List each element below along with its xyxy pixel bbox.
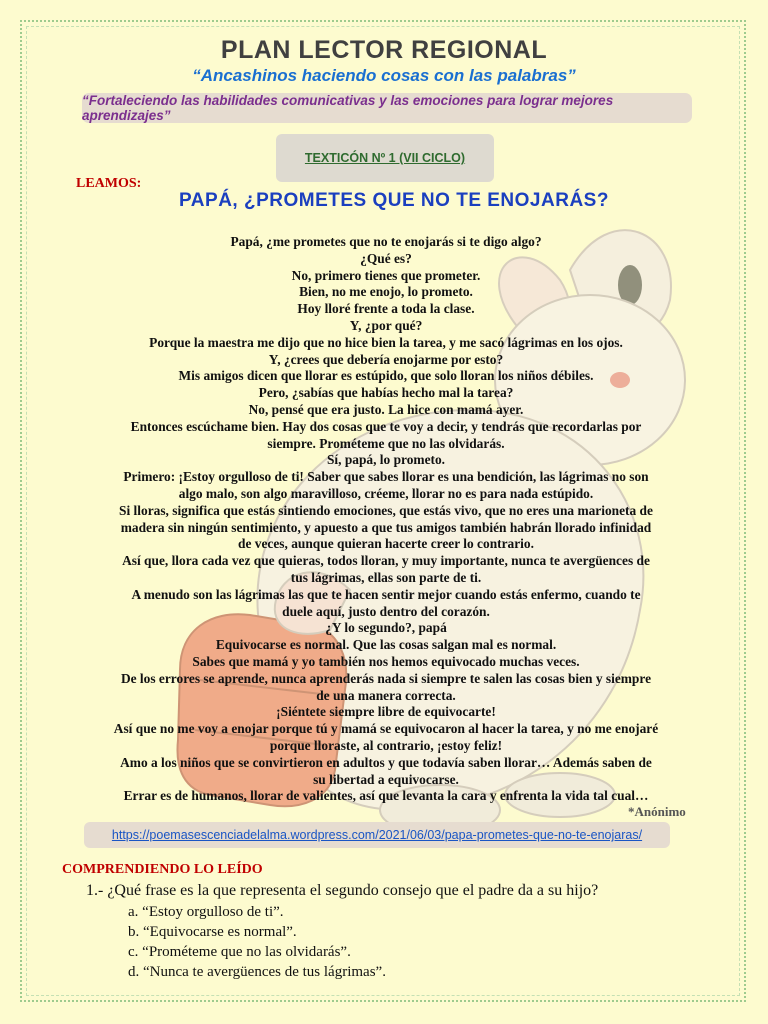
story-line: duele aquí, justo dentro del corazón. (282, 603, 490, 619)
source-link[interactable]: https://poemasescenciadelalma.wordpress.com/2021/06/03/papa-prometes-que-no-te-enojaras/ (111, 828, 643, 842)
story-line: Mis amigos dicen que llorar es estúpido, que solo lloran los niños débiles. (178, 368, 594, 384)
story-line: su libertad a equivocarse. (313, 771, 459, 787)
story-body (70, 234, 702, 805)
story-line: madera sin ningún sentimiento, y apuesto a que tus amigos también habrán llorado infinidad (120, 519, 652, 535)
story-line: Así que no me voy a enojar porque tú y mamá se equivocaron al hacer la tarea, y no me enojaré (113, 721, 659, 737)
answer-option-d[interactable]: d. “Nunca te avergüences de tus lágrimas”. (128, 964, 386, 980)
story-line: Entonces escúchame bien. Hay dos cosas que te voy a decir, y tendrás que recordarlas por (130, 418, 642, 434)
story-line: Primero: ¡Estoy orgulloso de ti! Saber que sabes llorar es una bendición, las lágrimas no son (123, 469, 649, 485)
story-line: Así que, llora cada vez que quieras, todos lloran, y muy importante, nunca te avergüences de (122, 553, 650, 569)
story-line: tus lágrimas, ellas son parte de ti. (290, 569, 482, 585)
story-title: PAPÁ, ¿PROMETES QUE NO TE ENOJARÁS? (179, 190, 609, 211)
story-line: Sí, papá, lo prometo. (326, 452, 446, 468)
answer-options (128, 902, 386, 982)
page-subtitle: “Ancashinos haciendo cosas con las palabras” (192, 66, 576, 85)
story-author: *Anónimo (628, 804, 686, 819)
question-1: 1.- ¿Qué frase es la que representa el segundo consejo que el padre da a su hijo? (86, 882, 599, 899)
story-line: Porque la maestra me dijo que no hice bien la tarea, y me sacó lágrimas en los ojos. (149, 334, 623, 350)
story-line: porque lloraste, al contrario, ¡estoy feliz! (269, 737, 503, 753)
story-line: Y, ¿por qué? (349, 317, 423, 333)
answer-option-c[interactable]: c. “Prométeme que no las olvidarás”. (128, 944, 351, 960)
story-line: Hoy lloré frente a toda la clase. (297, 301, 475, 317)
story-line: Errar es de humanos, llorar de valientes, así que levanta la cara y enfrenta la vida tal cual… (123, 788, 649, 804)
story-line: Pero, ¿sabías que habías hecho mal la tarea? (258, 385, 514, 401)
story-line: Amo a los niños que se convirtieron en adultos y que todavía saben llorar… Además saben de (120, 754, 652, 770)
story-line: Si lloras, significa que estás sintiendo emociones, que estás vivo, que no eres una marioneta de (119, 502, 653, 518)
comprehension-heading: COMPRENDIENDO LO LEÍDO (62, 862, 263, 877)
story-line: Equivocarse es normal. Que las cosas salgan mal es normal. (215, 637, 557, 653)
story-line: de veces, aunque quieran hacerte creer lo contrario. (238, 536, 534, 552)
story-line: No, primero tienes que prometer. (291, 267, 481, 283)
page-title: PLAN LECTOR REGIONAL (220, 36, 548, 64)
textcon-label-box (276, 134, 494, 182)
story-line: siempre. Prométeme que no las olvidarás. (267, 435, 505, 451)
story-line: Sabes que mamá y yo también nos hemos equivocado muchas veces. (192, 653, 580, 669)
motto-banner (82, 93, 692, 123)
story-line: de una manera correcta. (316, 687, 456, 703)
story-line: ¡Siéntete siempre libre de equivocarte! (276, 704, 496, 720)
story-line: Papá, ¿me prometes que no te enojarás si te digo algo? (230, 234, 542, 249)
story-line: Bien, no me enojo, lo prometo. (299, 284, 473, 300)
answer-option-a[interactable]: a. “Estoy orgulloso de ti”. (128, 904, 284, 920)
story-line: No, pensé que era justo. La hice con mamá ayer. (248, 401, 524, 417)
motto-text: “Fortaleciendo las habilidades comunicativas y las emociones para lograr mejores aprendizajes” (82, 93, 614, 123)
source-link-bar (84, 822, 670, 848)
textcon-label: TEXTICÓN Nº 1 (VII CICLO) (304, 151, 466, 165)
story-line: ¿Qué es? (360, 250, 412, 266)
story-line: algo malo, son algo maravilloso, créeme, llorar no es para nada estúpido. (178, 485, 594, 501)
story-line: De los errores se aprende, nunca aprenderás nada si siempre te salen las cosas bien y siempre (120, 670, 652, 686)
story-line: A menudo son las lágrimas las que te hacen sentir mejor cuando estás enfermo, cuando te (131, 586, 641, 602)
story-line: Y, ¿crees que debería enojarme por esto? (268, 351, 504, 367)
story-line: ¿Y lo segundo?, papá (325, 620, 447, 636)
leamos-label: LEAMOS: (76, 176, 142, 191)
answer-option-b[interactable]: b. “Equivocarse es normal”. (128, 924, 297, 940)
